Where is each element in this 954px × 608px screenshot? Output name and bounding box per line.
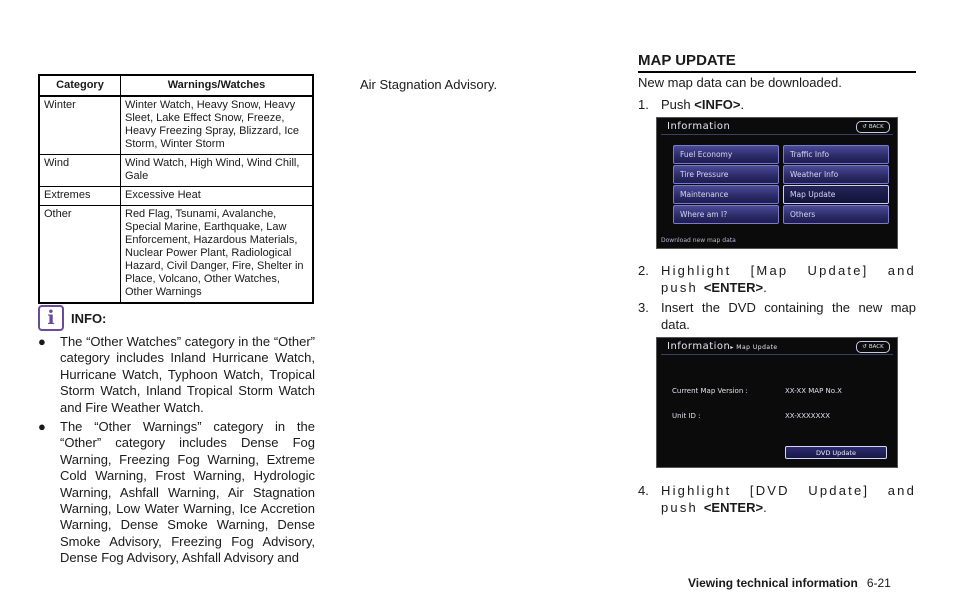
dvd-update-button[interactable]: DVD Update [785, 446, 887, 459]
footer-section-title: Viewing technical information [688, 576, 858, 590]
bullet-icon: ● [38, 334, 46, 349]
table-header-row [39, 75, 313, 96]
key-label: <ENTER> [703, 500, 764, 515]
menu-button-maintenance[interactable]: Maintenance [673, 185, 779, 204]
current-version-label: Current Map Version : [672, 387, 748, 395]
screen-title [667, 341, 778, 352]
menu-button-where-am-i[interactable]: Where am I? [673, 205, 779, 224]
divider [661, 134, 893, 135]
unit-id-label: Unit ID : [672, 412, 701, 420]
info-bullet-list [38, 334, 315, 570]
intro-text: New map data can be downloaded. [638, 75, 842, 90]
menu-button-fuel-economy[interactable]: Fuel Economy [673, 145, 779, 164]
step-punct: . [740, 97, 745, 112]
step-number: 4. [638, 483, 649, 498]
back-label: BACK [868, 124, 884, 130]
info-icon-glyph: i [47, 306, 55, 329]
continued-text: Air Stagnation Advisory. [360, 77, 498, 92]
step-text: Highlight [DVD Update] and push [661, 483, 916, 515]
step-text: Insert the DVD containing the new map data. [661, 300, 916, 332]
step-number: 2. [638, 263, 649, 278]
menu-button-map-update[interactable]: Map Update [783, 185, 889, 204]
warnings-cell: Red Flag, Tsunami, Avalanche, Special Marine, Earthquake, Law Enforcement, Hazardous Materials, Nuclear Power Plant, Radiological Hazard, Civil Danger, Fire, Shelter in Place, Volcano, Other Watches, Other Warnings [121, 206, 314, 304]
unit-id-value: XX-XXXXXXX [785, 412, 830, 420]
section-title: MAP UPDATE [638, 52, 916, 73]
list-item [38, 419, 315, 567]
back-arrow-icon: ↺ [862, 344, 867, 350]
screen-footer-text: Download new map data [661, 237, 736, 244]
table-row [39, 155, 313, 187]
step-text: Push [661, 97, 695, 112]
info-screen [656, 117, 898, 249]
step-3 [638, 299, 916, 333]
back-button[interactable] [856, 341, 890, 353]
back-arrow-icon: ↺ [862, 124, 867, 130]
info-icon [38, 305, 64, 331]
back-button[interactable] [856, 121, 890, 133]
current-version-value: XX-XX MAP No.X [785, 387, 842, 395]
step-1 [638, 96, 916, 113]
step-4 [638, 482, 916, 516]
table-row [39, 96, 313, 155]
step-punct: . [763, 280, 767, 295]
menu-button-traffic-info[interactable]: Traffic Info [783, 145, 889, 164]
key-label: <INFO> [694, 97, 741, 112]
column-header-category: Category [39, 75, 121, 96]
page-footer [688, 576, 891, 590]
screen-title-text: Information [667, 341, 731, 352]
category-cell: Other [39, 206, 121, 304]
step-text: Highlight [Map Update] and push [661, 263, 916, 295]
bullet-icon: ● [38, 419, 46, 435]
step-2 [638, 262, 916, 296]
warnings-cell: Wind Watch, High Wind, Wind Chill, Gale [121, 155, 314, 187]
screen-title: Information [667, 121, 731, 132]
menu-button-weather-info[interactable]: Weather Info [783, 165, 889, 184]
category-cell: Extremes [39, 187, 121, 206]
map-update-screen [656, 337, 898, 468]
step-number: 1. [638, 97, 649, 112]
page-number: 6-21 [866, 576, 891, 590]
category-cell: Winter [39, 96, 121, 155]
warnings-cell: Winter Watch, Heavy Snow, Heavy Sleet, Lake Effect Snow, Freeze, Heavy Freezing Spray, Blizzard, Ice Storm, Winter Storm [121, 96, 314, 155]
table-row [39, 206, 313, 304]
warnings-cell: Excessive Heat [121, 187, 314, 206]
screen-subtitle: ▸ Map Update [730, 344, 778, 351]
warnings-table [38, 74, 314, 304]
menu-button-tire-pressure[interactable]: Tire Pressure [673, 165, 779, 184]
bullet-text: The “Other Warnings” category in the “Other” category includes Dense Fog Warning, Freezing Fog Warning, Extreme Cold Warning, Frost Warning, Hydrologic Warning, Ashfall Warning, Air Stagnation Warning, Low Water Warning, Ice Accretion Warning, Dense Smoke Warning, Dense Smoke Advisory, Freezing Fog Advisory, Dense Fog Advisory, Ashfall Advisory and [60, 419, 315, 566]
key-label: <ENTER> [703, 280, 764, 295]
category-cell: Wind [39, 155, 121, 187]
divider [661, 354, 893, 355]
back-label: BACK [868, 344, 884, 350]
info-heading [38, 304, 106, 332]
column-header-warnings: Warnings/Watches [121, 75, 314, 96]
table-row [39, 187, 313, 206]
step-punct: . [763, 500, 767, 515]
step-number: 3. [638, 300, 649, 315]
bullet-text: The “Other Watches” category in the “Other” category includes Inland Hurricane Watch, Hurricane Watch, Typhoon Watch, Tropical Storm Watch, Inland Tropical Storm Watch and Fire Weather Watch. [60, 334, 315, 415]
info-label: INFO: [71, 310, 107, 326]
list-item [38, 334, 315, 416]
menu-button-others[interactable]: Others [783, 205, 889, 224]
